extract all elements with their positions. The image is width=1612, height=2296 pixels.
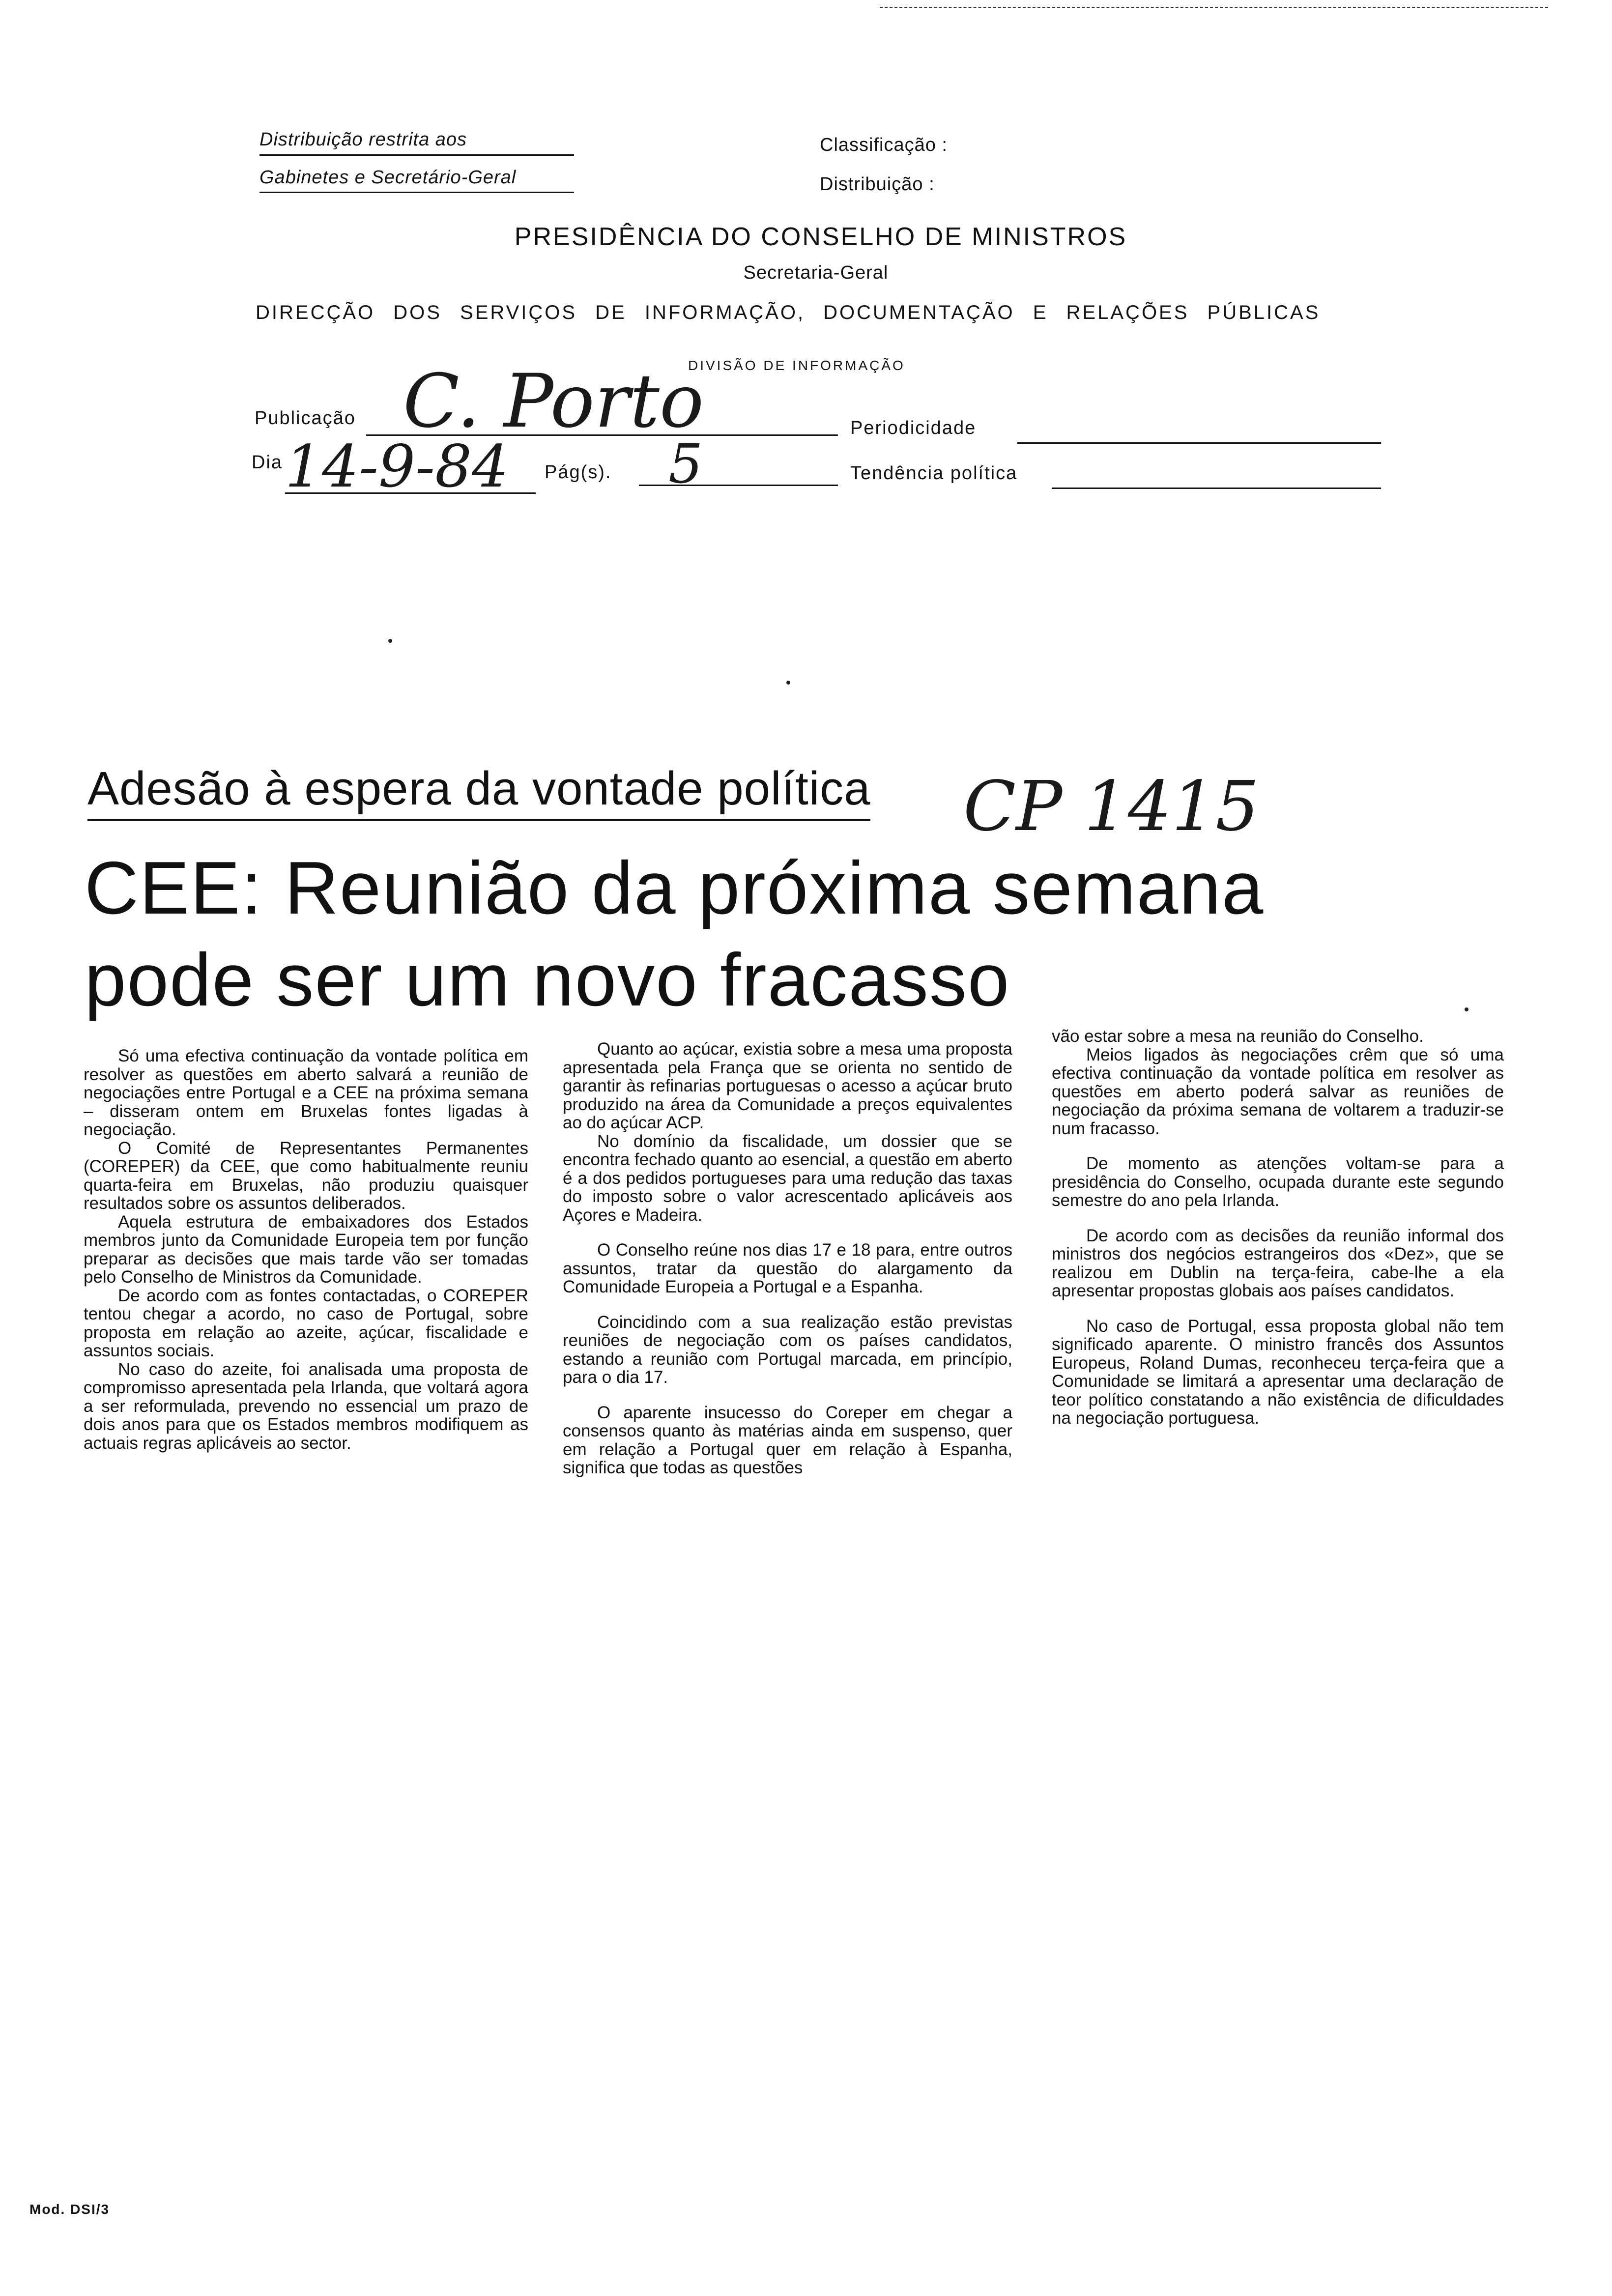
col2-paragraph: Coincidindo com a sua realização estão previstas reuniões de negociação com os países candidatos, estando a reunião com Portugal marcada, em princípio, para o dia 17. — [563, 1312, 1012, 1387]
dia-line — [285, 492, 536, 494]
tendencia-label: Tendência política — [850, 463, 1018, 484]
classificacao-label: Classificação : — [820, 135, 948, 155]
form-model-code: Mod. DSI/3 — [29, 2202, 110, 2217]
pags-line — [639, 485, 838, 486]
pags-value: 5 — [668, 432, 703, 495]
presidencia-title: PRESIDÊNCIA DO CONSELHO DE MINISTROS — [514, 223, 1127, 251]
scan-speck — [786, 681, 790, 685]
headline-line-1: CEE: Reunião da próxima semana — [85, 846, 1265, 930]
periodicidade-line — [1017, 442, 1381, 444]
col2-paragraph: No domínio da fiscalidade, um dossier que se encontra fechado quanto ao esencial, a questão em aberto é a dos pedidos portugueses para uma redução das taxas do imposto sobre o valor acrescentado aplicáveis aos Açores e Madeira. — [563, 1131, 1012, 1225]
col3-paragraph: De acordo com as decisões da reunião informal dos ministros dos negócios estrangeiros dos «Dez», que se realizou em Dublin na terça-feira, cabe-lhe a ela apresentar propostas globais aos países candidatos. — [1052, 1226, 1504, 1300]
publicacao-label: Publicação — [255, 408, 356, 429]
col2-paragraph: O Conselho reúne nos dias 17 e 18 para, entre outros assuntos, tratar da questão do alargamento da Comunidade Europeia a Portugal e a Espanha. — [563, 1240, 1012, 1296]
article-column-3 — [1052, 1027, 1504, 1428]
top-scan-line — [880, 7, 1548, 8]
col3-paragraph: No caso de Portugal, essa proposta global não tem significado aparente. O ministro francês dos Assuntos Europeus, Roland Dumas, reconheceu terça-feira que a Comunidade se limitará a apresentar uma declaração de teor político constatando a não existência de dificuldades na negociação portuguesa. — [1052, 1316, 1504, 1428]
distribution-restricted — [259, 129, 574, 204]
col1-paragraph: De acordo com as fontes contactadas, o COREPER tentou chegar a acordo, no caso de Portugal, sobre proposta em relação ao azeite, açúcar, fiscalidade e assuntos sociais. — [84, 1286, 528, 1360]
col2-paragraph: Quanto ao açúcar, existia sobre a mesa uma proposta apresentada pela França que se orienta no sentido de garantir às refinarias portuguesas o acesso a açúcar bruto produzido na área da Comunidade a preços equivalentes ao do açúcar ACP. — [563, 1039, 1012, 1132]
scan-speck — [1465, 1007, 1468, 1011]
article-column-2 — [563, 1040, 1012, 1477]
col1-paragraph: No caso do azeite, foi analisada uma proposta de compromisso apresentada pela Irlanda, que voltará agora a ser reformulada, prevendo no essencial um prazo de dois anos para que os Estados membros modifiquem as actuais regras aplicáveis ao sector. — [84, 1359, 528, 1453]
dist-restrita-line-2: Gabinetes e Secretário-Geral — [259, 167, 574, 194]
publicacao-value: C. Porto — [403, 359, 704, 444]
dia-label: Dia — [252, 452, 283, 473]
periodicidade-label: Periodicidade — [850, 418, 977, 438]
dist-restrita-line-1: Distribuição restrita aos — [259, 129, 574, 156]
headline-line-2: pode ser um novo fracasso — [85, 938, 1010, 1022]
article-column-1 — [84, 1047, 528, 1452]
col2-paragraph: O aparente insucesso do Coreper em chegar a consensos quanto às matérias ainda em suspenso, quer em relação a Portugal quer em relação à Espanha, significa que todas as questões — [563, 1403, 1012, 1477]
handwritten-annotation: CP 1415 — [963, 767, 1260, 847]
dia-value: 14-9-84 — [285, 432, 509, 500]
col3-paragraph: Meios ligados às negociações crêm que só uma efectiva continuação da vontade política em resolver as questões em aberto poderá salvar as reuniões de negociação da próxima semana de voltarem a traduzir-se num fracasso. — [1052, 1045, 1504, 1138]
distribuicao-label: Distribuição : — [820, 174, 935, 195]
pags-label: Pág(s). — [545, 462, 612, 483]
col3-paragraph: vão estar sobre a mesa na reunião do Conselho. — [1052, 1027, 1424, 1046]
direccao-servicos: DIRECÇÃO DOS SERVIÇOS DE INFORMAÇÃO, DOCUMENTAÇÃO E RELAÇÕES PÚBLICAS — [256, 302, 1321, 323]
col3-paragraph: De momento as atenções voltam-se para a presidência do Conselho, ocupada durante este segundo semestre do ano pela Irlanda. — [1052, 1154, 1504, 1210]
col1-paragraph: O Comité de Representantes Permanentes (COREPER) da CEE, que como habitualmente reuniu quarta-feira em Bruxelas, não produziu quaisquer resultados sobre os assuntos deliberados. — [84, 1138, 528, 1213]
col1-paragraph: Só uma efectiva continuação da vontade política em resolver as questões em aberto salvará a reunião de negociações entre Portugal e a CEE na próxima semana – disseram ontem em Bruxelas fontes ligadas à negociação. — [84, 1046, 528, 1139]
scan-speck — [388, 639, 392, 643]
col1-paragraph: Aquela estrutura de embaixadores dos Estados membros junto da Comunidade Europeia tem por função preparar as decisões que mais tarde vão ser tomadas pelo Conselho de Ministros da Comunidade. — [84, 1212, 528, 1287]
divisao-informacao: DIVISÃO DE INFORMAÇÃO — [688, 358, 905, 373]
article-kicker: Adesão à espera da vontade política — [87, 762, 870, 821]
secretaria-geral: Secretaria-Geral — [743, 262, 889, 283]
tendencia-line — [1052, 488, 1381, 489]
